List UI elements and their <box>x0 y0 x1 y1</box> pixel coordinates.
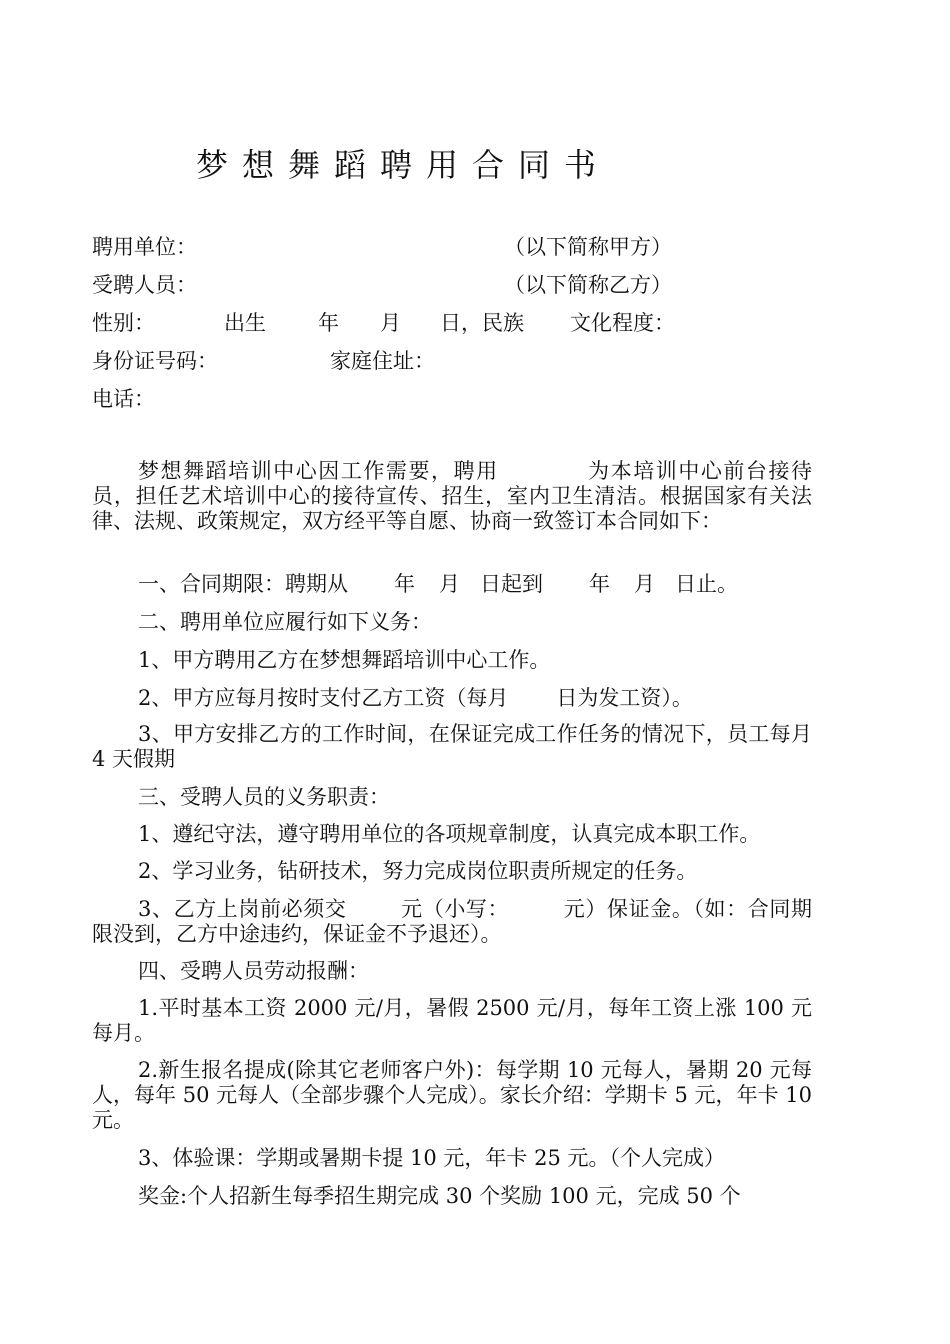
id-number-label: 身份证号码： <box>92 349 218 373</box>
phone-line <box>92 384 812 414</box>
employee-note: （以下简称乙方） <box>504 273 672 297</box>
employee-line <box>92 270 812 300</box>
day-ethnic-label: 日，民族 <box>440 311 524 335</box>
phone-label: 电话： <box>92 387 155 411</box>
employee-duties-heading: 三、受聘人员的义务职责： <box>138 785 390 809</box>
pay-item-2: 2.新生报名提成(除其它老师客户外)：每学期 10 元每人，暑期 20 元每人，每年 50 元每人（全部步骤个人完成）。家长介绍：学期卡 5 元，年卡 10 元。 <box>92 1058 812 1132</box>
document-title: 梦想舞蹈聘用合同书 <box>196 146 611 184</box>
birth-month-label: 月 <box>380 311 401 335</box>
employer-duty-1: 1、甲方聘用乙方在梦想舞蹈培训中心工作。 <box>138 648 551 672</box>
employer-duties-heading: 二、聘用单位应履行如下义务： <box>138 610 432 634</box>
employee-duty-2: 2、学习业务，钻研技术，努力完成岗位职责所规定的任务。 <box>138 859 698 883</box>
education-label: 文化程度： <box>570 311 675 335</box>
employer-note: （以下简称甲方） <box>504 235 672 259</box>
employer-duty-3: 3、甲方安排乙方的工作时间，在保证完成工作任务的情况下，员工每月 4 天假期 <box>92 722 812 771</box>
contract-term-paragraph: 一、合同期限：聘期从 年 月 日起到 年 月 日止。 <box>138 572 738 596</box>
intro-paragraph: 梦想舞蹈培训中心因工作需要，聘用 为本培训中心前台接待员，担任艺术培训中心的接待宣传、招生，室内卫生清洁。根据国家有关法律、法规、政策规定，双方经平等自愿、协商一致签订本合同如下： <box>92 459 813 533</box>
address-label: 家庭住址： <box>330 349 435 373</box>
pay-item-3: 3、体验课：学期或暑期卡提 10 元，年卡 25 元。（个人完成） <box>138 1146 726 1170</box>
employee-label: 受聘人员： <box>92 273 197 297</box>
personal-info-line <box>92 308 812 338</box>
birth-year-label: 年 <box>318 311 339 335</box>
employer-label: 聘用单位： <box>92 235 197 259</box>
bonus-line: 奖金:个人招新生每季招生期完成 30 个奖励 100 元，完成 50 个 <box>138 1184 741 1208</box>
pay-heading: 四、受聘人员劳动报酬： <box>138 959 369 983</box>
gender-label: 性别： <box>92 311 155 335</box>
employer-line <box>92 232 812 262</box>
employee-duty-1: 1、遵纪守法，遵守聘用单位的各项规章制度，认真完成本职工作。 <box>138 822 761 846</box>
pay-item-1: 1.平时基本工资 2000 元/月，暑假 2500 元/月，每年工资上涨 100 元每月。 <box>92 996 812 1045</box>
birth-label: 出生 <box>224 311 266 335</box>
id-address-line <box>92 346 812 376</box>
employer-duty-2: 2、甲方应每月按时支付乙方工资（每月 日为发工资）。 <box>138 686 693 710</box>
employee-duty-3: 3、乙方上岗前必须交 元（小写： 元）保证金。（如：合同期限没到，乙方中途违约，保证金不予退还）。 <box>92 897 812 946</box>
